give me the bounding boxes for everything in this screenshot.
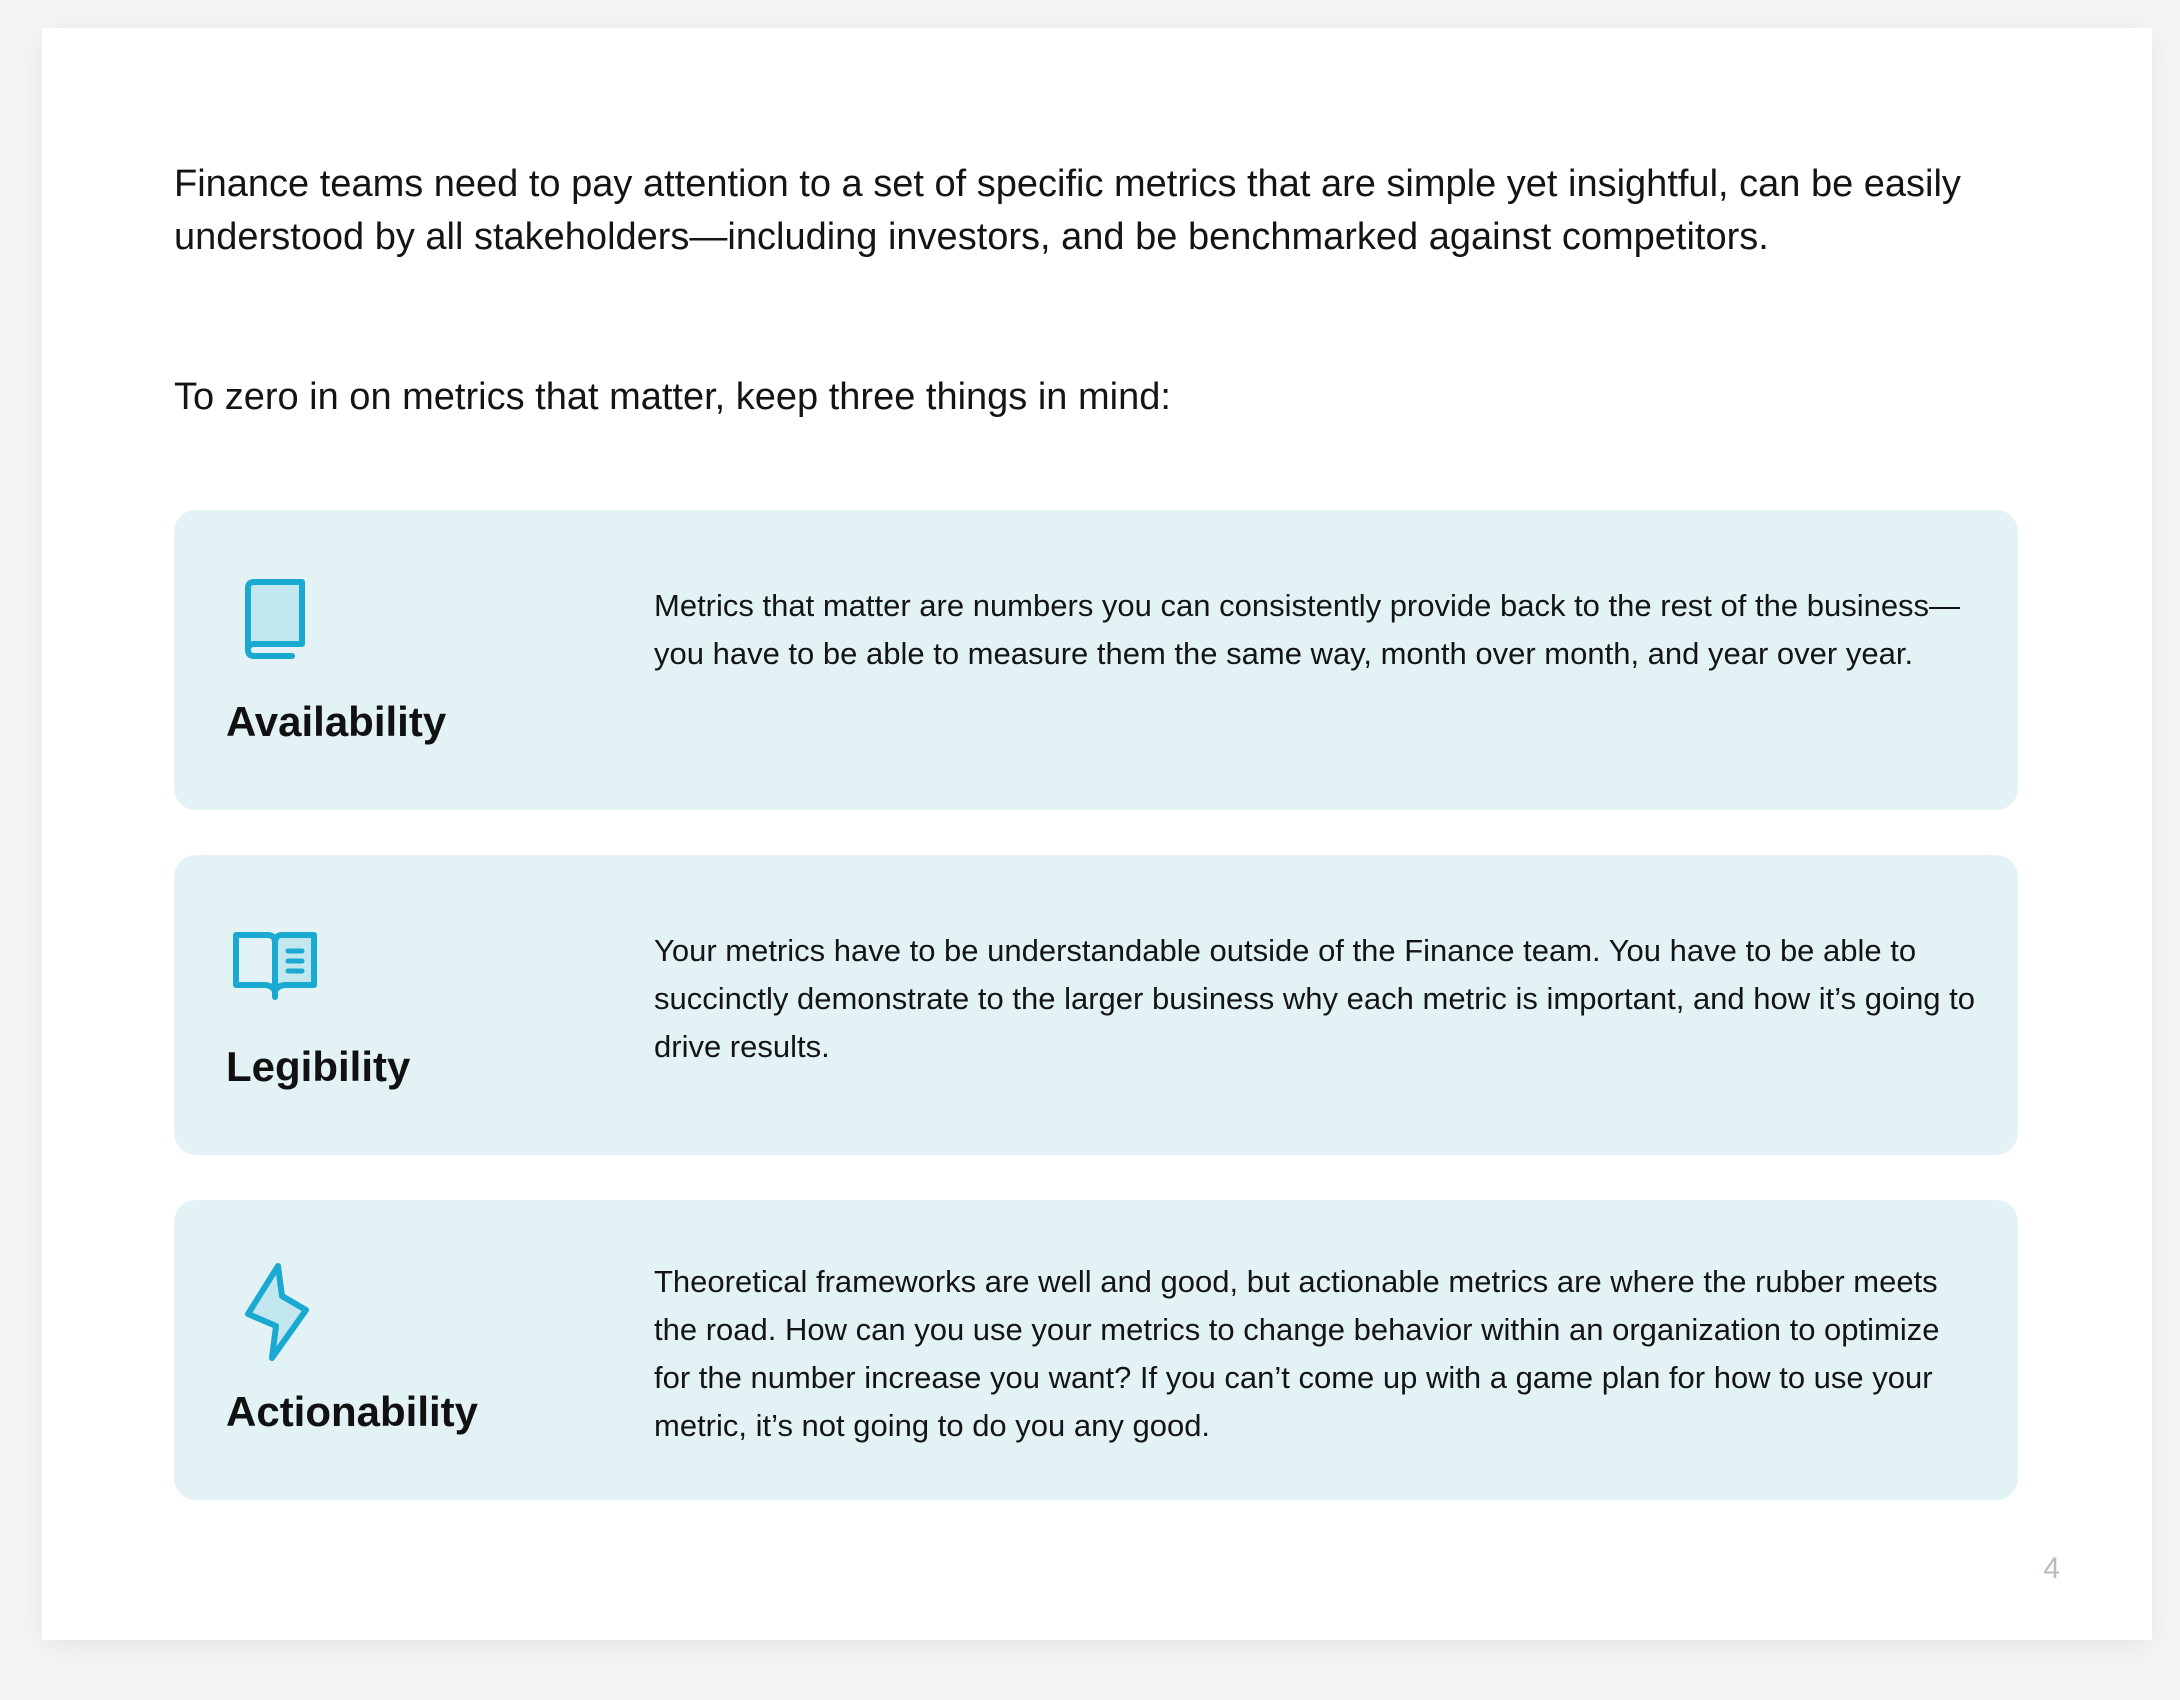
document-page: [42, 28, 2152, 1640]
card-actionability: [174, 1200, 2018, 1500]
card-title: Legibility: [226, 1043, 411, 1090]
book-icon: [220, 568, 330, 678]
card-description: Theoretical frameworks are well and good, but actionable metrics are where the rubber meets the road. How can you use your metrics to change behavior within an organization to optimize for the number increase you want? If you can’t come up with a game plan for how to use your metric, it’s not going to do you any good.: [654, 1264, 1940, 1443]
card-description: Your metrics have to be understandable outside of the Finance team. You have to be able to succinctly demonstrate to the larger business why each metric is important, and how it’s going to drive results.: [654, 933, 1976, 1064]
lightning-bolt-icon: [220, 1258, 330, 1368]
intro-lead: To zero in on metrics that matter, keep three things in mind:: [174, 376, 1171, 418]
intro-paragraph: Finance teams need to pay attention to a set of specific metrics that are simple yet insightful, can be easily understood by all stakeholders—including investors, and be benchmarked against competitors.: [174, 163, 1961, 258]
card-legibility: [174, 855, 2018, 1155]
card-availability: [174, 510, 2018, 810]
page-number: 4: [2043, 1552, 2060, 1585]
card-title: Availability: [226, 698, 447, 745]
card-description: Metrics that matter are numbers you can consistently provide back to the rest of the business—you have to be able to measure them the same way, month over month, and year over year.: [654, 588, 1961, 671]
card-title: Actionability: [226, 1388, 479, 1435]
open-book-icon: [220, 913, 330, 1023]
